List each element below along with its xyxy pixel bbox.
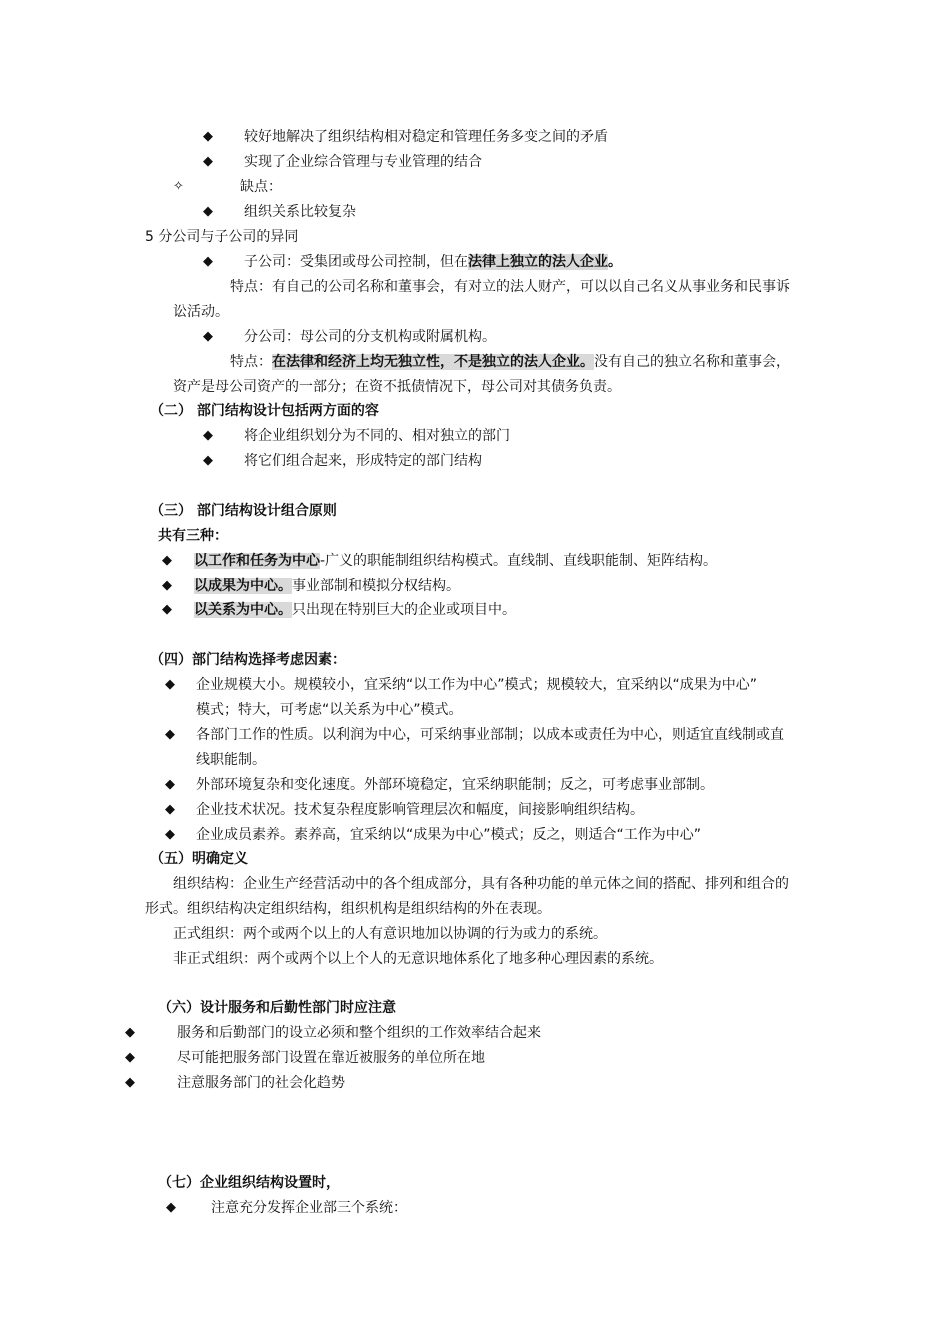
highlight-text: 在法律和经济上均无独立性，不是独立的法人企业。: [272, 354, 594, 370]
section-heading: 5 分公司与子公司的异同: [145, 229, 299, 245]
bullet-diamond-icon: ◆: [203, 428, 213, 443]
item-text: -广义的职能制组织结构模式。直线制、直线职能制、矩阵结构。: [320, 553, 718, 569]
bullet-diamond-icon: ◆: [162, 578, 172, 593]
bullet-diamond-icon: ◆: [162, 553, 172, 568]
section-heading: （四）部门结构选择考虑因素：: [150, 652, 346, 668]
section-heading: （七）企业组织结构设置时，: [158, 1175, 340, 1191]
bullet-diamond-icon: ◆: [203, 254, 213, 269]
bullet-diamond-icon: ◆: [165, 777, 175, 792]
bullet-diamond-icon: ◆: [165, 827, 175, 842]
paragraph-line: 特点：有自己的公司名称和董事会，有对立的法人财产，可以以自己名义从事业务和民事诉: [230, 279, 790, 295]
subsidiary-end: 。: [608, 254, 622, 270]
list-item: 企业成员素养。素养高，宜采纳以“成果为中心”模式；反之，则适合“工作为中心”: [196, 827, 702, 843]
item-text: 只出现在特别巨大的企业或项目中。: [292, 602, 516, 618]
section-heading: （三） 部门结构设计组合原则: [150, 503, 337, 519]
list-item: 分公司：母公司的分支机构或附属机构。: [244, 329, 496, 345]
bullet-diamond-icon: ◆: [125, 1075, 135, 1090]
list-item: 企业规模大小。规模较小，宜采纳“以工作为中心”模式；规模较大，宜采纳以“成果为中心”: [196, 677, 758, 693]
bullet-diamond-icon: ◆: [125, 1050, 135, 1065]
list-item: [194, 551, 717, 571]
list-item: 实现了企业综合管理与专业管理的结合: [244, 154, 482, 170]
list-item: 较好地解决了组织结构相对稳定和管理任务多变之间的矛盾: [244, 129, 608, 145]
section-heading: （五）明确定义: [150, 851, 248, 867]
list-item-continuation: 线职能制。: [196, 752, 266, 768]
section-heading: （二） 部门结构设计包括两方面的容: [150, 403, 379, 419]
paragraph-line: 讼活动。: [173, 304, 229, 320]
list-item: 注意服务部门的社会化趋势: [177, 1075, 345, 1091]
paragraph-line: 组织结构：企业生产经营活动中的各个组成部分，具有各种功能的单元体之间的搭配、排列和组合的: [173, 876, 789, 892]
weakness-label: 缺点：: [240, 179, 282, 195]
bullet-diamond-icon: ◆: [203, 204, 213, 219]
bullet-diamond-icon: ◆: [162, 602, 172, 617]
paragraph-line: [230, 352, 790, 372]
highlight-text: 以成果为中心。: [194, 578, 292, 594]
item-text: 事业部制和模拟分权结构。: [292, 578, 460, 594]
list-item: 将它们组合起来，形成特定的部门结构: [244, 453, 482, 469]
list-item: [194, 600, 516, 620]
section-heading: （六）设计服务和后勤性部门时应注意: [158, 1000, 396, 1016]
highlight-text: 以关系为中心。: [194, 602, 292, 618]
list-item: [194, 576, 460, 596]
bullet-diamond-icon: ◆: [125, 1025, 135, 1040]
list-item: 组织关系比较复杂: [244, 204, 356, 220]
list-item: 服务和后勤部门的设立必须和整个组织的工作效率结合起来: [177, 1025, 541, 1041]
paragraph-line: 非正式组织：两个或两个以上个人的无意识地体系化了地多种心理因素的系统。: [173, 951, 663, 967]
subheading: 共有三种：: [158, 528, 228, 544]
bullet-diamond-icon: ◆: [203, 129, 213, 144]
list-item: 企业技术状况。技术复杂程度影响管理层次和幅度，间接影响组织结构。: [196, 802, 644, 818]
list-item: 各部门工作的性质。以利润为中心，可采纳事业部制；以成本或责任为中心，则适宜直线制或直: [196, 727, 784, 743]
paragraph-line: 正式组织：两个或两个以上的人有意识地加以协调的行为或力的系统。: [173, 926, 607, 942]
paragraph-line: 资产是母公司资产的一部分；在资不抵债情况下，母公司对其债务负责。: [173, 379, 621, 395]
bullet-diamond-icon: ◆: [203, 453, 213, 468]
bullet-diamond-icon: ◆: [203, 329, 213, 344]
highlight-text: 法律上独立的法人企业: [468, 254, 608, 270]
paragraph-line: 形式。组织结构决定组织结构，组织机构是组织结构的外在表现。: [145, 901, 551, 917]
highlight-text: 以工作和任务为中心: [194, 553, 320, 569]
bullet-diamond-icon: ◆: [165, 802, 175, 817]
subsidiary-text: 子公司：受集团或母公司控制，但在: [244, 254, 468, 270]
bullet-diamond-icon: ◆: [166, 1200, 176, 1215]
feature-label: 特点：: [230, 354, 272, 370]
list-item: 注意充分发挥企业部三个系统：: [211, 1200, 407, 1216]
bullet-star-icon: ✧: [173, 179, 184, 194]
list-item: 外部环境复杂和变化速度。外部环境稳定，宜采纳职能制；反之，可考虑事业部制。: [196, 777, 714, 793]
feature-text: 没有自己的独立名称和董事会，: [594, 354, 790, 370]
list-item: [244, 252, 622, 272]
list-item: 将企业组织划分为不同的、相对独立的部门: [244, 428, 510, 444]
bullet-diamond-icon: ◆: [165, 677, 175, 692]
list-item-continuation: 模式；特大，可考虑“以关系为中心”模式。: [196, 702, 463, 718]
bullet-diamond-icon: ◆: [203, 154, 213, 169]
bullet-diamond-icon: ◆: [165, 727, 175, 742]
list-item: 尽可能把服务部门设置在靠近被服务的单位所在地: [177, 1050, 485, 1066]
